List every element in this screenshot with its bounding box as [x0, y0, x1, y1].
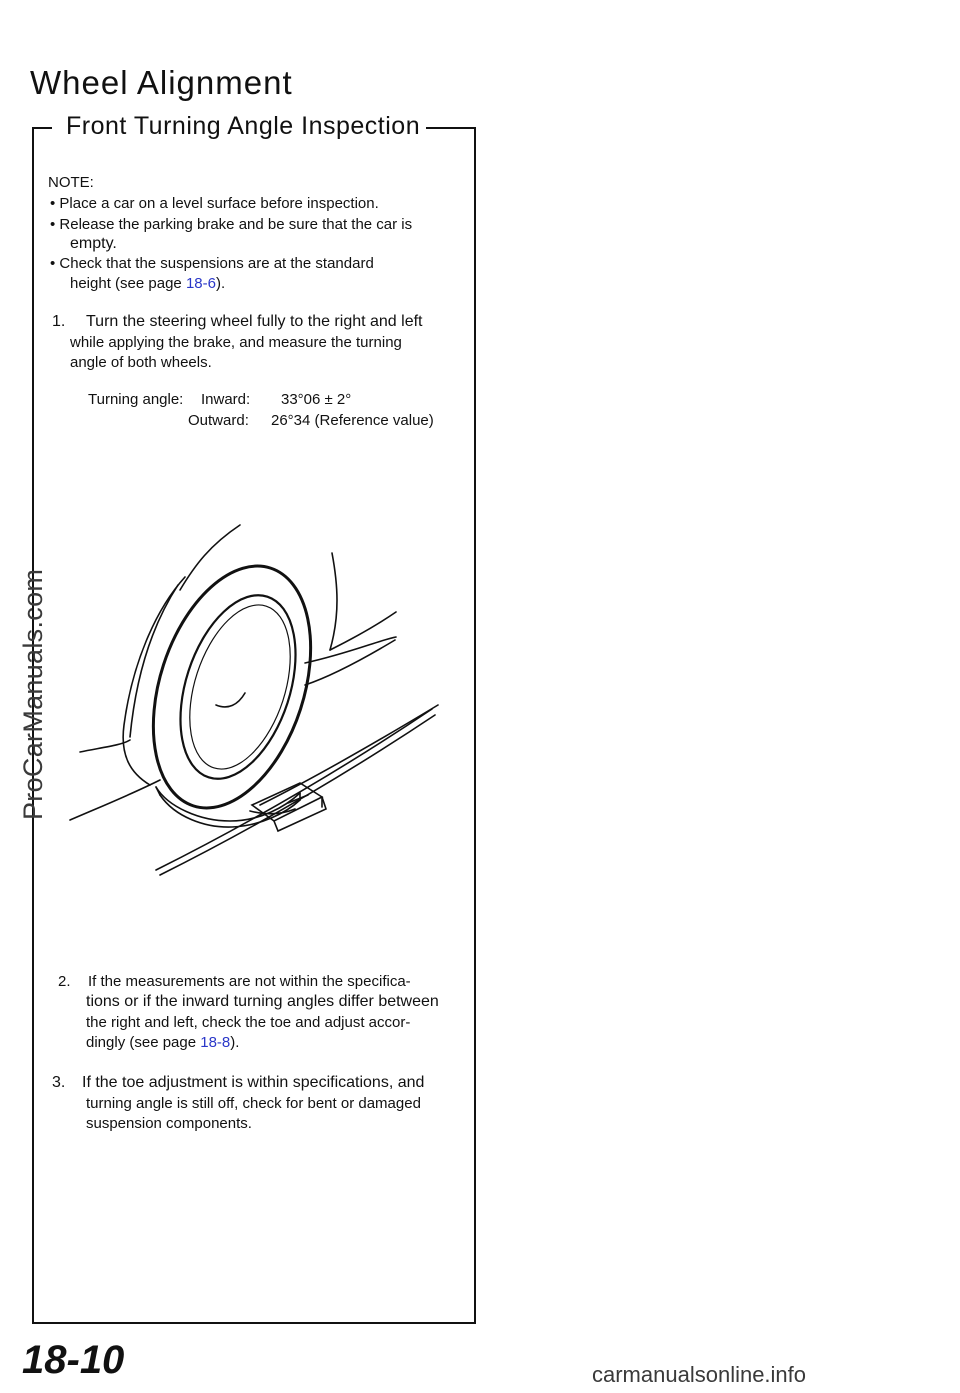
note-bullet-3-line-2 — [70, 273, 225, 295]
note-label: NOTE: — [48, 174, 94, 191]
note-bullet-3-text: height (see page — [70, 275, 182, 292]
frame-top-left-rule — [32, 127, 52, 129]
step-2-number: 2. — [58, 973, 71, 990]
note-bullet-3-line-1: • Check that the suspensions are at the standard — [50, 255, 374, 272]
step-3-number: 3. — [52, 1074, 66, 1091]
frame-top-right-rule — [426, 127, 476, 129]
step-1-line-3: angle of both wheels. — [70, 354, 212, 371]
step-1-line-2: while applying the brake, and measure the turning — [70, 334, 402, 351]
page-number: 18-10 — [22, 1338, 125, 1382]
note-bullet-2-line-1: • Release the parking brake and be sure that the car is — [50, 216, 413, 233]
note-bullet-1: • Place a car on a level surface before inspection. — [50, 195, 379, 212]
page-link-18-6[interactable]: 18-6 — [185, 275, 216, 292]
watermark: ProCarManuals.com — [18, 568, 48, 820]
outward-label: Outward: — [188, 412, 249, 429]
note-bullet-3-tail: ). — [215, 275, 226, 292]
step-2-line-1: If the measurements are not within the specifica- — [88, 973, 411, 990]
step-3-line-2: turning angle is still off, check for bent or damaged — [86, 1095, 421, 1112]
step-2-line-4 — [86, 1032, 239, 1054]
step-2-line-4-text: dingly (see page — [86, 1034, 197, 1051]
step-1-number: 1. — [52, 313, 66, 330]
step-3-line-1: If the toe adjustment is within specifications, and — [82, 1074, 425, 1091]
step-2-line-4-tail: ). — [230, 1034, 240, 1051]
page-link-18-8[interactable]: 18-8 — [200, 1034, 231, 1051]
inward-label: Inward: — [201, 391, 251, 408]
footer-site[interactable]: carmanualsonline.info — [592, 1362, 807, 1387]
inward-value: 33°06 ± 2° — [281, 391, 352, 408]
note-bullet-2-line-2: empty. — [70, 235, 117, 252]
step-1-line-1: Turn the steering wheel fully to the right and left — [86, 313, 423, 330]
turning-angle-label: Turning angle: — [88, 391, 184, 408]
step-3-line-3: suspension components. — [86, 1115, 252, 1132]
step-2-line-3: the right and left, check the toe and adjust accor- — [86, 1014, 411, 1031]
page-title: Wheel Alignment — [30, 64, 293, 101]
step-2-line-2: tions or if the inward turning angles differ between — [86, 993, 439, 1010]
section-title: Front Turning Angle Inspection — [62, 112, 424, 141]
wheel-turntable-illustration — [60, 515, 450, 885]
outward-value: 26°34 (Reference value) — [271, 412, 434, 429]
